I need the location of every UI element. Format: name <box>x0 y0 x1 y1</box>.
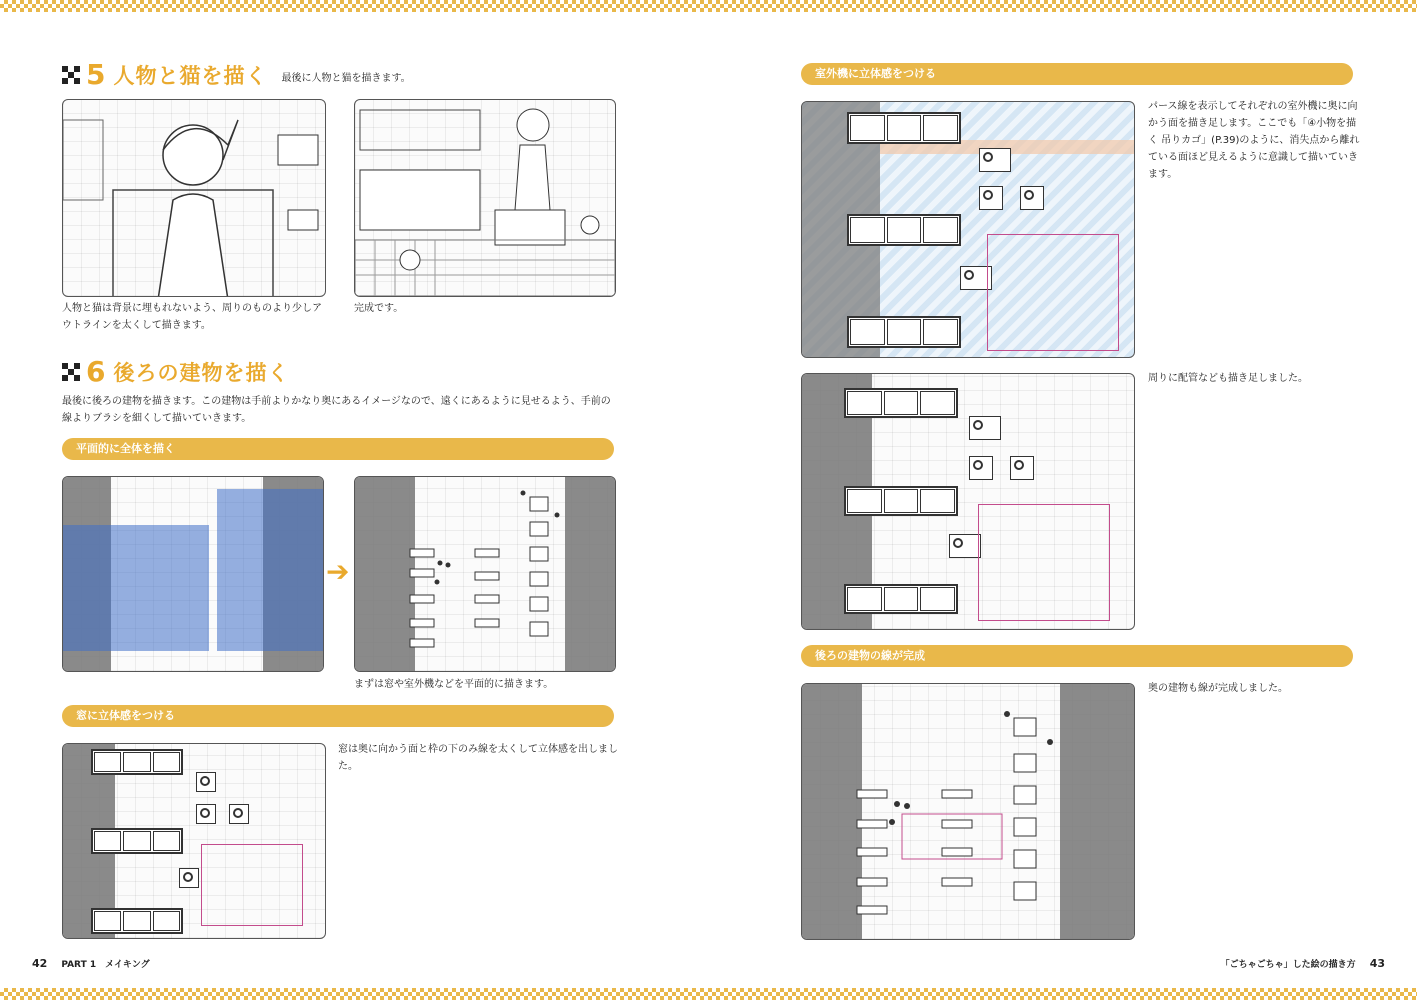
window-frame <box>847 214 961 246</box>
ac-unit-icon <box>979 148 1011 172</box>
illustration-pipes <box>801 373 1135 630</box>
illustration-character-closeup <box>62 99 326 297</box>
footer-right <box>1221 957 1385 970</box>
bottom-checker-border <box>0 988 1417 1000</box>
blue-selection-left <box>63 525 209 651</box>
section-5-title: 人物と猫を描く <box>113 63 268 88</box>
room-sketch <box>355 100 615 296</box>
window-frame <box>91 908 183 934</box>
footer-left-label: PART 1 メイキング <box>61 960 150 970</box>
window-frame <box>847 316 961 348</box>
ac-unit-icon <box>949 534 981 558</box>
caption-done: 奥の建物も線が完成しました。 <box>1148 683 1288 694</box>
illustration-window-depth <box>62 743 326 939</box>
illustration-flat-selection <box>62 476 324 672</box>
caption-character: 人物と猫は背景に埋もれないよう、周りのものより少しアウトラインを太くして描きます。 <box>62 303 322 331</box>
section-6-number: 6 <box>86 355 106 388</box>
caption-flat: まずは窓や室外機などを平面的に描きます。 <box>354 679 554 690</box>
caption-ac: パース線を表示してそれぞれの室外機に奥に向かう面を描き足します。ここでも「④小物を描く 吊りカゴ」(P.39)のように、消失点から離れている面ほど見えるように意識して描いていきます。 <box>1148 101 1360 180</box>
building-windows <box>802 684 1134 939</box>
checker-square-icon <box>62 363 80 381</box>
window-frame <box>847 112 961 144</box>
pink-guide-rect <box>978 504 1110 621</box>
flat-windows <box>355 477 615 671</box>
pink-guide-rect <box>987 234 1119 351</box>
ac-unit-icon <box>1020 186 1044 210</box>
section-6-lead: 最後に後ろの建物を描きます。この建物は手前よりかなり奥にあるイメージなので、遠くにあるように見せるよう、手前の線よりブラシを細くして描いていきます。 <box>62 396 611 424</box>
character-sketch <box>63 100 325 296</box>
section-5-heading <box>62 58 411 91</box>
bar-window: 窓に立体感をつける <box>62 705 614 727</box>
caption-window: 窓は奥に向かう面と枠の下のみ線を太くして立体感を出しました。 <box>338 744 618 772</box>
illustration-flat-buildings <box>354 476 616 672</box>
bar-done: 後ろの建物の線が完成 <box>801 645 1353 667</box>
page-number-right: 43 <box>1369 957 1385 970</box>
bar-flat: 平面的に全体を描く <box>62 438 614 460</box>
ac-unit-icon <box>229 804 249 824</box>
ac-unit-icon <box>196 772 216 792</box>
illustration-complete-room <box>354 99 616 297</box>
section-5-number: 5 <box>86 58 106 91</box>
footer-right-label: 「ごちゃごちゃ」した絵の描き方 <box>1220 960 1356 970</box>
footer-left <box>32 957 150 970</box>
pink-guide-rect <box>201 844 303 926</box>
window-frame <box>91 749 183 775</box>
ac-unit-icon <box>969 456 993 480</box>
ac-unit-icon <box>1010 456 1034 480</box>
caption-pipes: 周りに配管なども描き足しました。 <box>1148 373 1308 384</box>
ac-unit-icon <box>979 186 1003 210</box>
section-5-lead: 最後に人物と猫を描きます。 <box>281 73 411 84</box>
caption-complete: 完成です。 <box>354 303 404 314</box>
window-frame <box>844 486 958 516</box>
illustration-perspective-lines <box>801 101 1135 358</box>
illustration-buildings-complete <box>801 683 1135 940</box>
top-checker-border <box>0 0 1417 12</box>
ac-unit-icon <box>196 804 216 824</box>
bar-ac: 室外機に立体感をつける <box>801 63 1353 85</box>
blue-selection-right <box>217 489 323 651</box>
checker-square-icon <box>62 66 80 84</box>
arrow-right-icon: ➔ <box>326 555 350 588</box>
ac-unit-icon <box>969 416 1001 440</box>
window-frame <box>844 388 958 418</box>
ac-unit-icon <box>179 868 199 888</box>
section-6-title: 後ろの建物を描く <box>113 360 290 385</box>
section-6-heading <box>62 355 289 388</box>
window-frame <box>91 828 183 854</box>
window-frame <box>844 584 958 614</box>
page-number-left: 42 <box>32 957 48 970</box>
